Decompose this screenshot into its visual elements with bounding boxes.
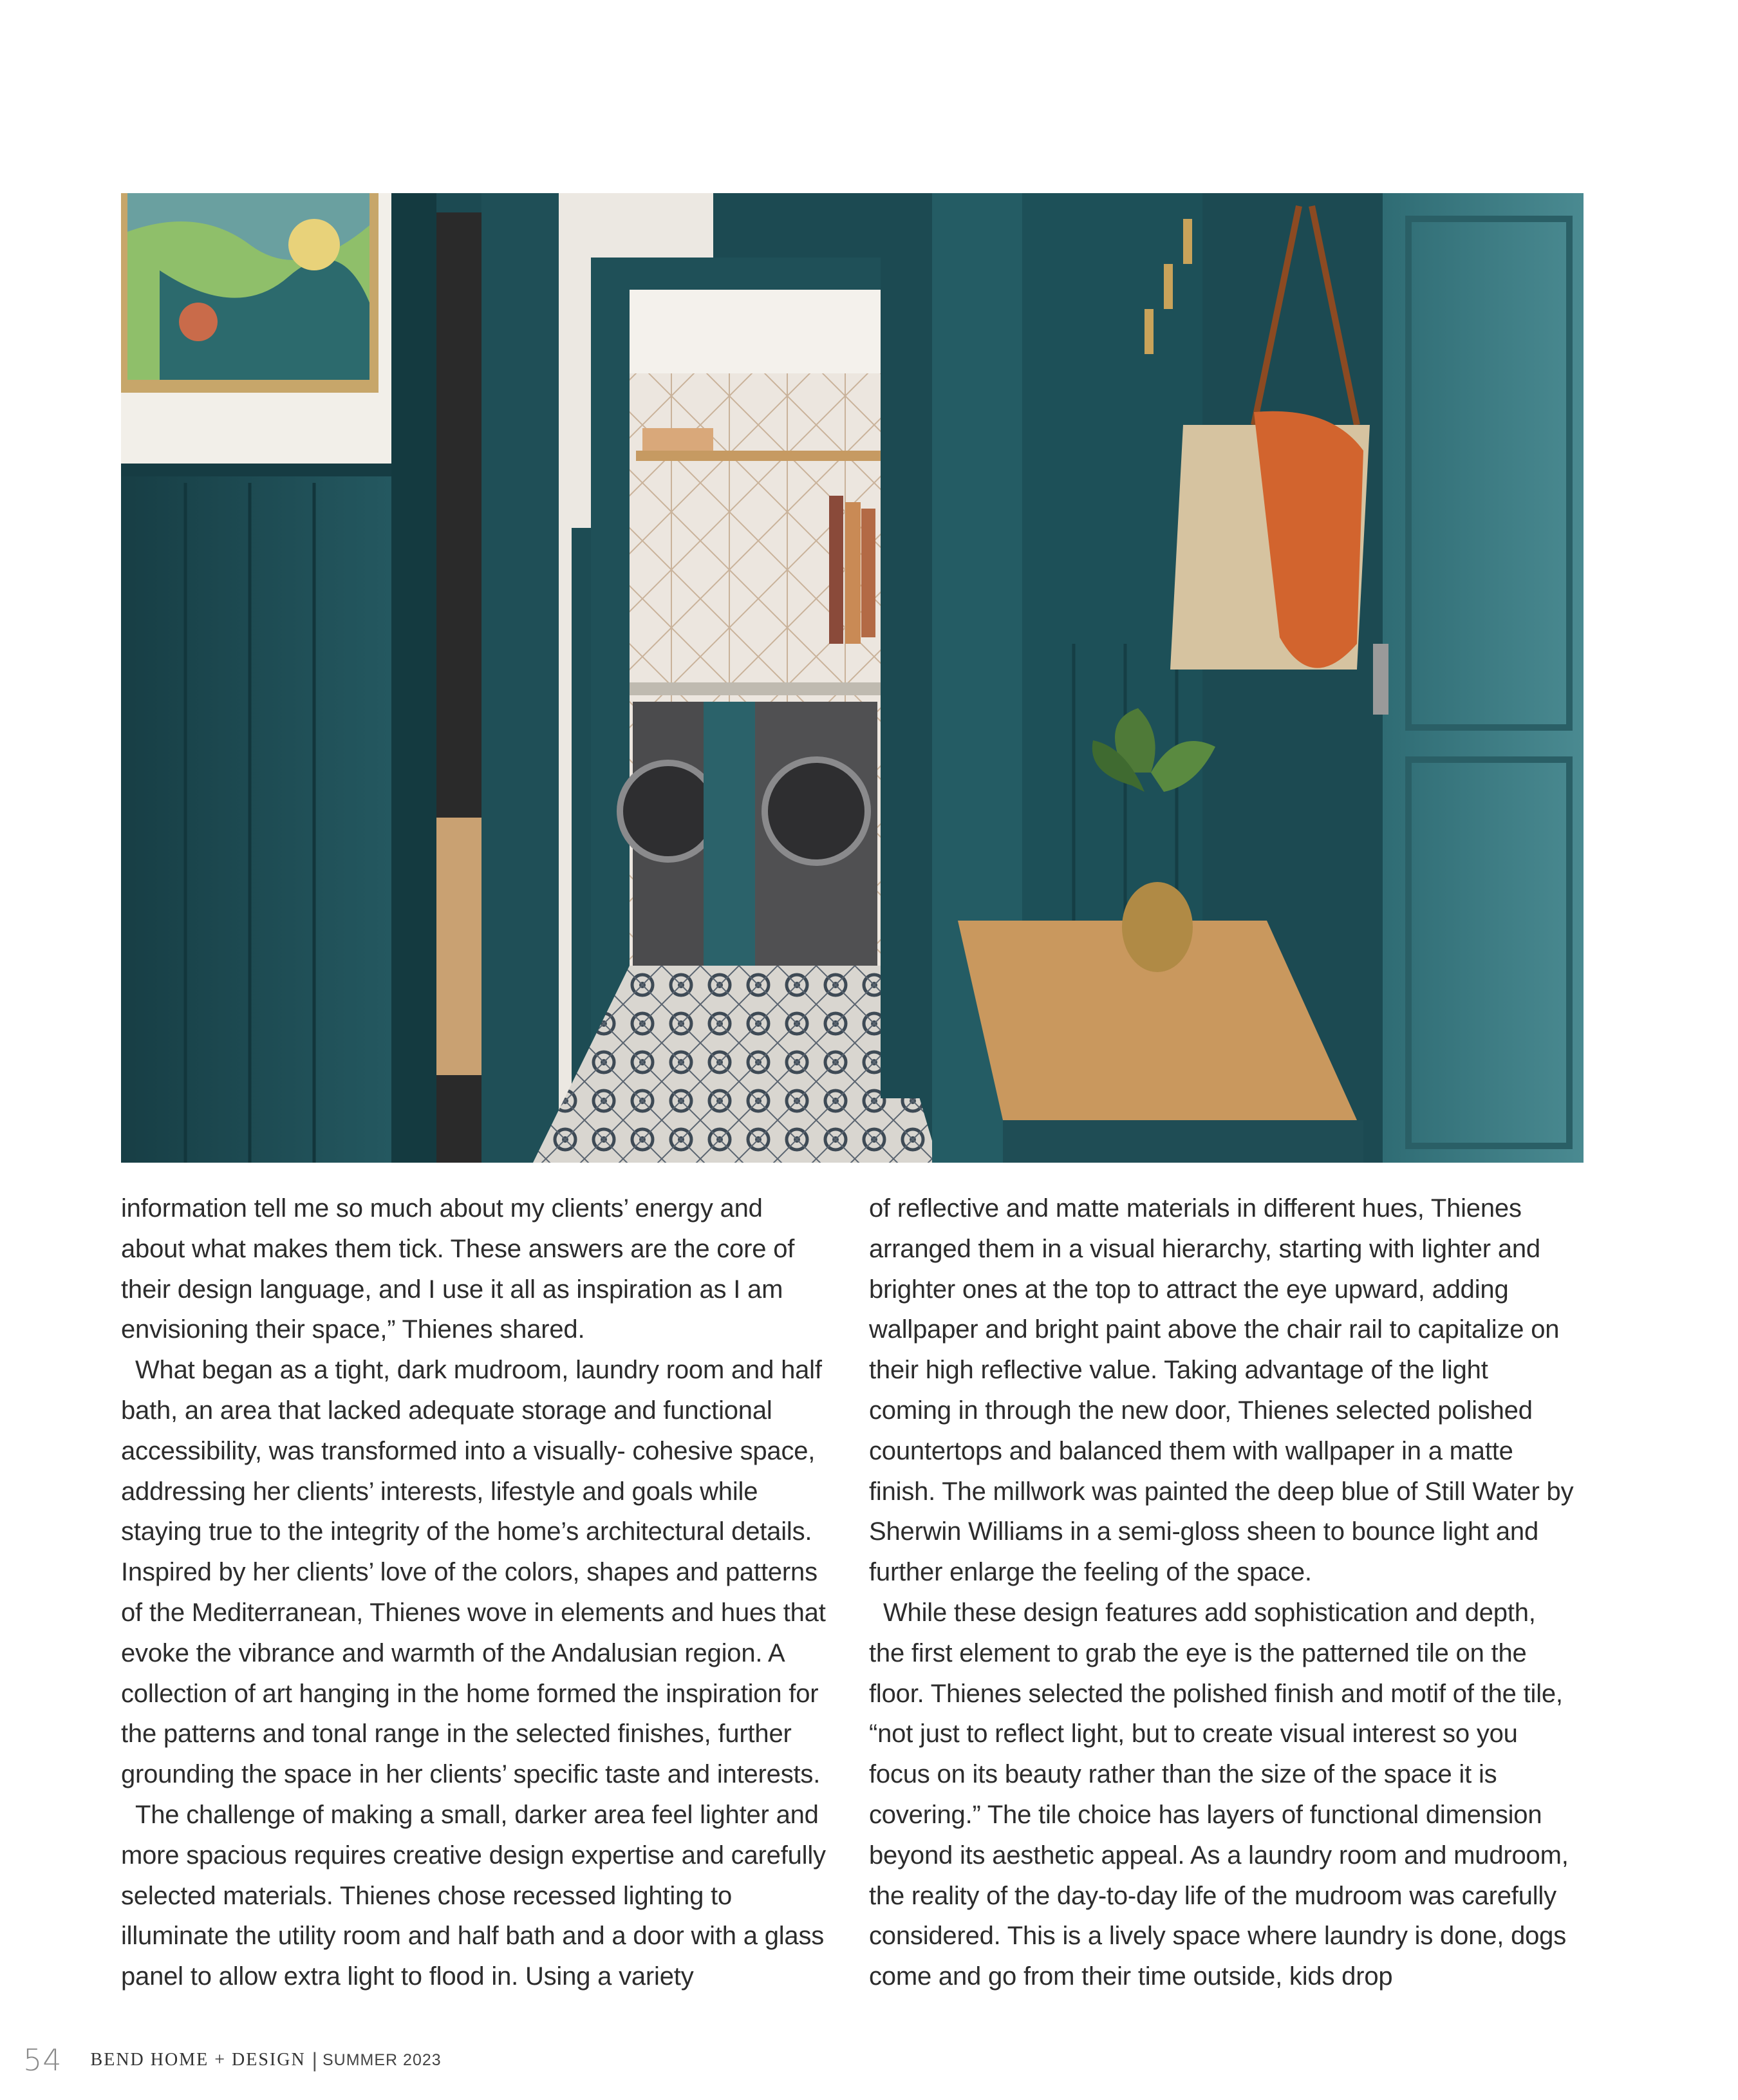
page-number: 54 (23, 2043, 62, 2077)
article-column-right (869, 1188, 1577, 1997)
feature-photo (121, 193, 1584, 1163)
paragraph: The challenge of making a small, darker area feel lighter and more spacious requires creative design expertise and carefully selected materials. Thienes chose recessed lighting to illuminate the utility room and half bath and a door with a glass panel to allow extra light to flood in. Using a variety (121, 1800, 826, 1991)
page-footer (23, 2041, 442, 2079)
paragraph: of reflective and matte materials in different hues, Thienes arranged them in a visual hierarchy, starting with lighter and brighter ones at the top to attract the eye upward, adding wallpaper and bright paint above the chair rail to capitalize on their high reflective value. Taking advantage of the light coming in through the new door, Thienes selected polished countertops and balanced them with wallpaper in a matte finish. The millwork was painted the deep blue of Still Water by Sherwin Williams in a semi-gloss sheen to bounce light and further enlarge the feeling of the space. (869, 1194, 1574, 1587)
paragraph: information tell me so much about my clients’ energy and about what makes them tick. These answers are the core of their design language, and I use it all as inspiration as I am envisioning their space,” Thienes shared. (121, 1194, 795, 1344)
publication-name: BEND HOME + DESIGN (90, 2050, 306, 2070)
article-column-left (121, 1188, 829, 1997)
paragraph: What began as a tight, dark mudroom, laundry room and half bath, an area that lacked adequate storage and functional accessibility, was transformed into a visually- cohesive space, addressing her clients’ interests, lifestyle and goals while staying true to the integrity of the home’s architectural details. Inspired by her clients’ love of the colors, shapes and patterns of the Mediterranean, Thienes wove in elements and hues that evoke the vibrance and warmth of the Andalusian region. A collection of art hanging in the home formed the inspiration for the patterns and tonal range in the selected finishes, further grounding the space in her clients’ specific taste and interests. (121, 1356, 826, 1789)
mudroom-laundry-photo-icon (121, 193, 1584, 1163)
footer-separator: | (312, 2048, 317, 2072)
issue-label: SUMMER 2023 (322, 2050, 442, 2069)
paragraph: While these design features add sophistication and depth, the first element to grab the eye is the patterned tile on the floor. Thienes selected the polished finish and motif of the tile, “not just to reflect light, but to create visual interest so you focus on its beauty rather than the size of the space it is covering.” The tile choice has layers of functional dimension beyond its aesthetic appeal. As a laundry room and mudroom, the reality of the day-to-day life of the mudroom was carefully considered. This is a lively space where laundry is done, dogs come and go from their time outside, kids drop (869, 1598, 1569, 1991)
